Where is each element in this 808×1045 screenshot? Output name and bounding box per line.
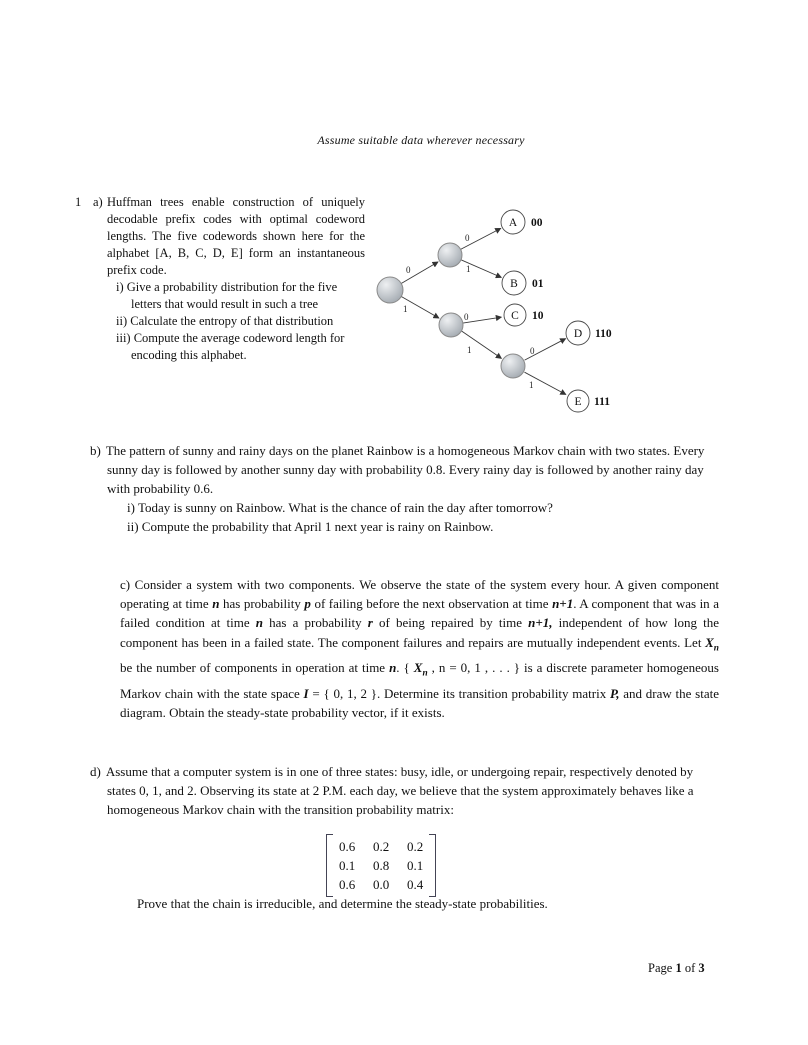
matrix-cell: 0.6 (339, 877, 356, 892)
leaf-letter: B (510, 278, 518, 290)
tree-internal-node-inner (501, 354, 525, 378)
part-a-label: a) (93, 195, 103, 209)
question-1d-outro: Prove that the chain is irreducible, and determine the steady-state probabilities. (137, 896, 548, 911)
instruction-note: Assume suitable data wherever necessary (317, 133, 525, 147)
matrix-cell: 0.1 (339, 858, 356, 873)
matrix-row (339, 856, 423, 875)
edge-label: 0 (465, 233, 470, 243)
tree-leaf-B (502, 271, 544, 295)
tree-internal-node-lower (439, 313, 463, 337)
subitem-ii: ii) Compute the probability that April 1 next year is rainy on Rainbow. (127, 519, 494, 534)
edge-label: 1 (403, 304, 408, 314)
edge-label: 0 (530, 346, 535, 356)
question-text: The pattern of sunny and rainy days on the planet Rainbow is a homogeneous Markov chain with two states. Every sunny day is followed by another sunny day with probability 0.8. Every rainy day is followed by another rainy day with probability 0.6. (105, 443, 705, 496)
leaf-letter: C (511, 310, 519, 322)
leaf-code: 110 (595, 328, 612, 340)
edge-label: 1 (466, 264, 471, 274)
matrix-cell: 0.2 (407, 839, 424, 854)
matrix-row (339, 875, 423, 894)
tree-leaf-D (566, 321, 612, 345)
tree-leaf-C (504, 304, 544, 326)
tree-leaf-E (567, 390, 610, 412)
question-1a (75, 194, 369, 364)
question-1b-text (90, 441, 726, 498)
tree-root-node (377, 277, 403, 303)
matrix-cell: 0.1 (407, 858, 424, 873)
question-text: Assume that a computer system is in one of three states: busy, idle, or undergoing repair, respectively denoted by states 0, 1, and 2. Observing its state at 2 P.M. each day, we believe that the system approximately behaves like a homogeneous Markov chain with the transition probability matrix: (105, 764, 694, 817)
matrix-cell: 0.6 (339, 839, 356, 854)
subitem-iii: iii) Compute the average codeword length for encoding this alphabet. (116, 331, 345, 362)
leaf-letter: D (573, 328, 583, 340)
part-d-label: d) (90, 764, 101, 779)
question-1a-text: Huffman trees enable construction of uniquely decodable prefix codes with optimal codeword lengths. The five codewords shown here for the alphabet [A, B, C, D, E] form an instantaneous prefix code. (107, 195, 365, 277)
subitem-ii: ii) Calculate the entropy of that distribution (116, 314, 334, 328)
leaf-letter: E (574, 396, 582, 408)
edge-label: 1 (529, 380, 534, 390)
question-1d (90, 762, 724, 819)
matrix-cell: 0.8 (373, 858, 390, 873)
leaf-letter: A (508, 217, 518, 229)
matrix-cell: 0.0 (373, 877, 390, 892)
question-1d-text (90, 762, 724, 819)
edge-label: 0 (406, 265, 411, 275)
leaf-code: 01 (532, 278, 544, 290)
edge-label: 0 (464, 312, 469, 322)
question-number: 1 (75, 195, 82, 209)
part-b-label: b) (90, 443, 101, 458)
subitem-i: i) Give a probability distribution for the five letters that would result in such a tree (116, 280, 338, 311)
matrix-row (339, 837, 423, 856)
leaf-code: 111 (594, 396, 610, 408)
question-1a-subitems (111, 279, 367, 364)
question-1b-subitems (127, 498, 726, 536)
tree-internal-nodes (377, 243, 525, 378)
question-1c-text: c) Consider a system with two components. We observe the state of the system every hour. A given component operating at time n has probability p of failing before the next observation at time n+1. A component that was in a failed condition at time n has a probability r of being repaired by time n+1, independent of how long the component has been in a failed state. The component failures and repairs are mutually independent events. Let $X_n$ be the number of components in operation at time n. { $X_n$ , n = 0, 1 , . . . } is a discrete parameter homogeneous Markov chain with the state space I = { 0, 1, 2 }. Determine its transition probability matrix P, and draw the state diagram. Obtain the steady-state probability vector, if it exists. (120, 577, 720, 721)
page-footer: Page 1 of 3 (648, 961, 705, 975)
question-1c (120, 575, 719, 723)
huffman-tree-diagram (373, 195, 638, 430)
leaf-code: 00 (531, 217, 543, 229)
subitem-i: i) Today is sunny on Rainbow. What is the chance of rain the day after tomorrow? (127, 500, 553, 515)
question-1b (90, 441, 726, 536)
tree-internal-node-upper (438, 243, 462, 267)
matrix-cell: 0.2 (373, 839, 390, 854)
transition-probability-matrix (326, 834, 436, 897)
tree-leaf-A (501, 210, 543, 234)
matrix-cell: 0.4 (407, 877, 424, 892)
leaf-code: 10 (532, 310, 544, 322)
edge-label: 1 (467, 345, 472, 355)
